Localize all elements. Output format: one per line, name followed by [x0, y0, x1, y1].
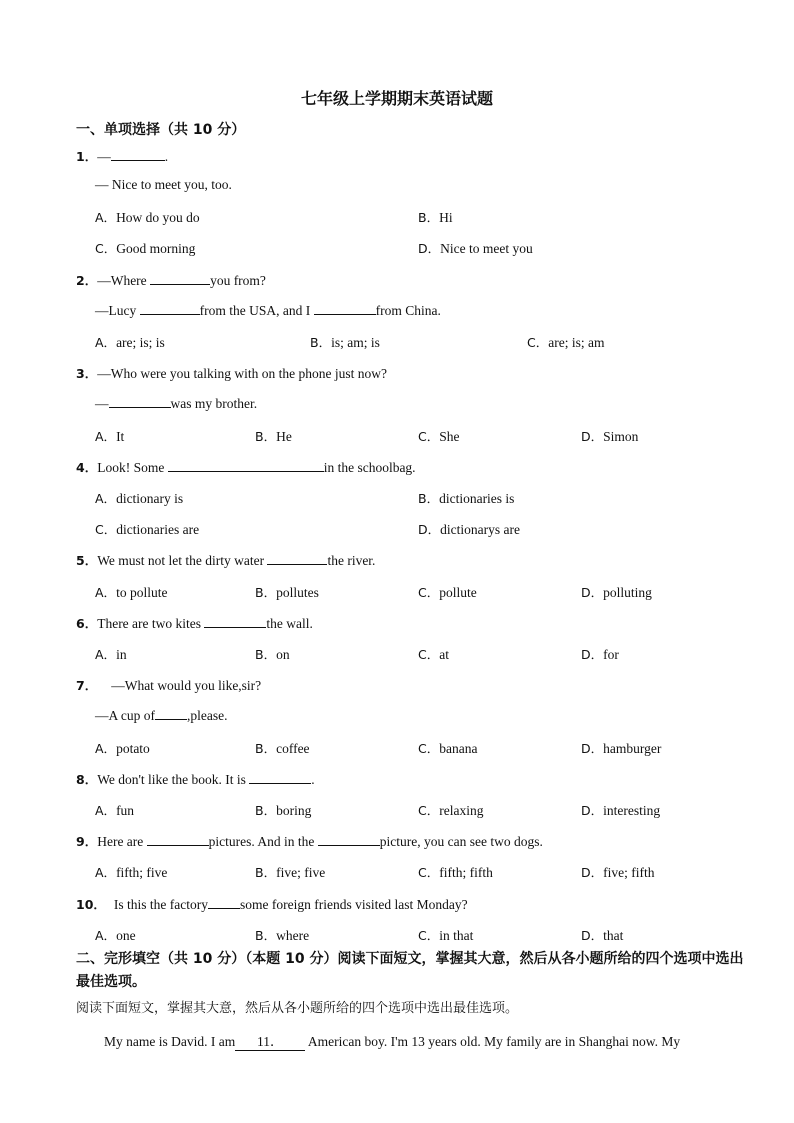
q10-option-a[interactable]: A．one	[95, 928, 136, 943]
q1-option-c[interactable]: C．Good morning	[95, 241, 196, 256]
q2-blank-1	[150, 272, 210, 285]
q5-option-b[interactable]: B．pollutes	[255, 585, 319, 600]
q4-number: 4．	[76, 460, 98, 475]
q10-line1: 10． Is this the factory some foreign friends visited last Monday?	[76, 897, 468, 912]
q7-option-b[interactable]: B．coffee	[255, 741, 310, 756]
q5-blank	[267, 552, 327, 565]
q5-line1: 5．We must not let the dirty water the river.	[76, 553, 376, 568]
q5-number: 5．	[76, 553, 98, 568]
q6-blank	[204, 615, 266, 628]
section1-heading: 一、单项选择（共 10 分）	[76, 122, 246, 138]
q9-option-a[interactable]: A．fifth; five	[95, 865, 168, 880]
q9-option-b[interactable]: B．five; five	[255, 865, 326, 880]
q5-option-d[interactable]: D．polluting	[581, 585, 652, 600]
passage-blank-11[interactable]: 11．	[235, 1030, 305, 1051]
q1-number: 1．	[76, 149, 98, 164]
q2-number: 2．	[76, 273, 98, 288]
q9-blank-1	[147, 833, 209, 846]
q10-option-d[interactable]: D．that	[581, 928, 624, 943]
q1-line2: — Nice to meet you, too.	[95, 177, 232, 192]
q6-option-c[interactable]: C．at	[418, 647, 449, 662]
q2-option-a[interactable]: A．are; is; is	[95, 335, 165, 350]
q5-option-c[interactable]: C．pollute	[418, 585, 477, 600]
q10-option-c[interactable]: C．in that	[418, 928, 474, 943]
q6-number: 6．	[76, 616, 98, 631]
q8-blank	[249, 771, 311, 784]
q4-line1: 4．Look! Some in the schoolbag.	[76, 460, 416, 475]
q4-option-c[interactable]: C．dictionaries are	[95, 522, 200, 537]
q7-line1: 7． —What would you like,sir?	[76, 678, 262, 693]
q9-line1: 9．Here are pictures. And in the picture, you can see two dogs.	[76, 834, 543, 849]
q10-number: 10．	[76, 897, 106, 912]
q7-blank	[155, 707, 187, 720]
q3-option-d[interactable]: D．Simon	[581, 429, 639, 444]
q5-option-a[interactable]: A．to pollute	[95, 585, 168, 600]
q6-option-d[interactable]: D．for	[581, 647, 619, 662]
q3-line2: — was my brother.	[95, 396, 258, 411]
q6-option-a[interactable]: A．in	[95, 647, 127, 662]
q6-option-b[interactable]: B．on	[255, 647, 290, 662]
q3-option-a[interactable]: A．It	[95, 429, 125, 444]
q8-option-d[interactable]: D．interesting	[581, 803, 661, 818]
q8-option-a[interactable]: A．fun	[95, 803, 135, 818]
q8-number: 8．	[76, 772, 98, 787]
q2-blank-3	[314, 302, 376, 315]
q7-option-c[interactable]: C．banana	[418, 741, 478, 756]
q9-option-c[interactable]: C．fifth; fifth	[418, 865, 493, 880]
q1-option-a[interactable]: A．How do you do	[95, 210, 200, 225]
q6-line1: 6．There are two kites the wall.	[76, 616, 313, 631]
passage-line: My name is David. I am 11． American boy. I'm 13 years old. My family are in Shanghai now. My	[104, 1030, 680, 1051]
q8-option-b[interactable]: B．boring	[255, 803, 312, 818]
q1-option-d[interactable]: D．Nice to meet you	[418, 241, 533, 256]
q3-option-b[interactable]: B．He	[255, 429, 292, 444]
q3-line1: 3．—Who were you talking with on the phone just now?	[76, 366, 388, 381]
q7-option-d[interactable]: D．hamburger	[581, 741, 662, 756]
q2-option-b[interactable]: B．is; am; is	[310, 335, 380, 350]
q9-number: 9．	[76, 834, 98, 849]
q3-option-c[interactable]: C．She	[418, 429, 460, 444]
q1-line1: 1．— .	[76, 149, 169, 164]
q1-option-b[interactable]: B．Hi	[418, 210, 453, 225]
q9-option-d[interactable]: D．five; fifth	[581, 865, 655, 880]
q4-option-b[interactable]: B．dictionaries is	[418, 491, 515, 506]
section2-heading: 二、完形填空（共 10 分）（本题 10 分）阅读下面短文，掌握其大意，然后从各小题所给的四个选项中选出最佳选项。	[76, 951, 744, 990]
q10-option-b[interactable]: B．where	[255, 928, 310, 943]
q4-option-a[interactable]: A．dictionary is	[95, 491, 184, 506]
q7-line2: —A cup of ,please.	[95, 708, 228, 723]
q4-option-d[interactable]: D．dictionarys are	[418, 522, 520, 537]
page-title: 七年级上学期期末英语试题	[300, 89, 493, 108]
q2-line2: —Lucy from the USA, and I from China.	[95, 303, 441, 318]
q2-blank-2	[140, 302, 200, 315]
q4-blank	[168, 459, 324, 472]
q2-option-c[interactable]: C．are; is; am	[527, 335, 605, 350]
q2-line1: 2．—Where you from?	[76, 273, 266, 288]
q7-option-a[interactable]: A．potato	[95, 741, 150, 756]
q10-blank	[208, 896, 240, 909]
q1-blank	[111, 148, 165, 161]
q3-number: 3．	[76, 366, 98, 381]
q9-blank-2	[318, 833, 380, 846]
q8-line1: 8．We don't like the book. It is .	[76, 772, 315, 787]
q7-number: 7．	[76, 678, 98, 693]
section2-instructions: 阅读下面短文，掌握其大意，然后从各小题所给的四个选项中选出最佳选项。	[76, 1001, 519, 1016]
q3-blank	[109, 395, 171, 408]
q8-option-c[interactable]: C．relaxing	[418, 803, 484, 818]
